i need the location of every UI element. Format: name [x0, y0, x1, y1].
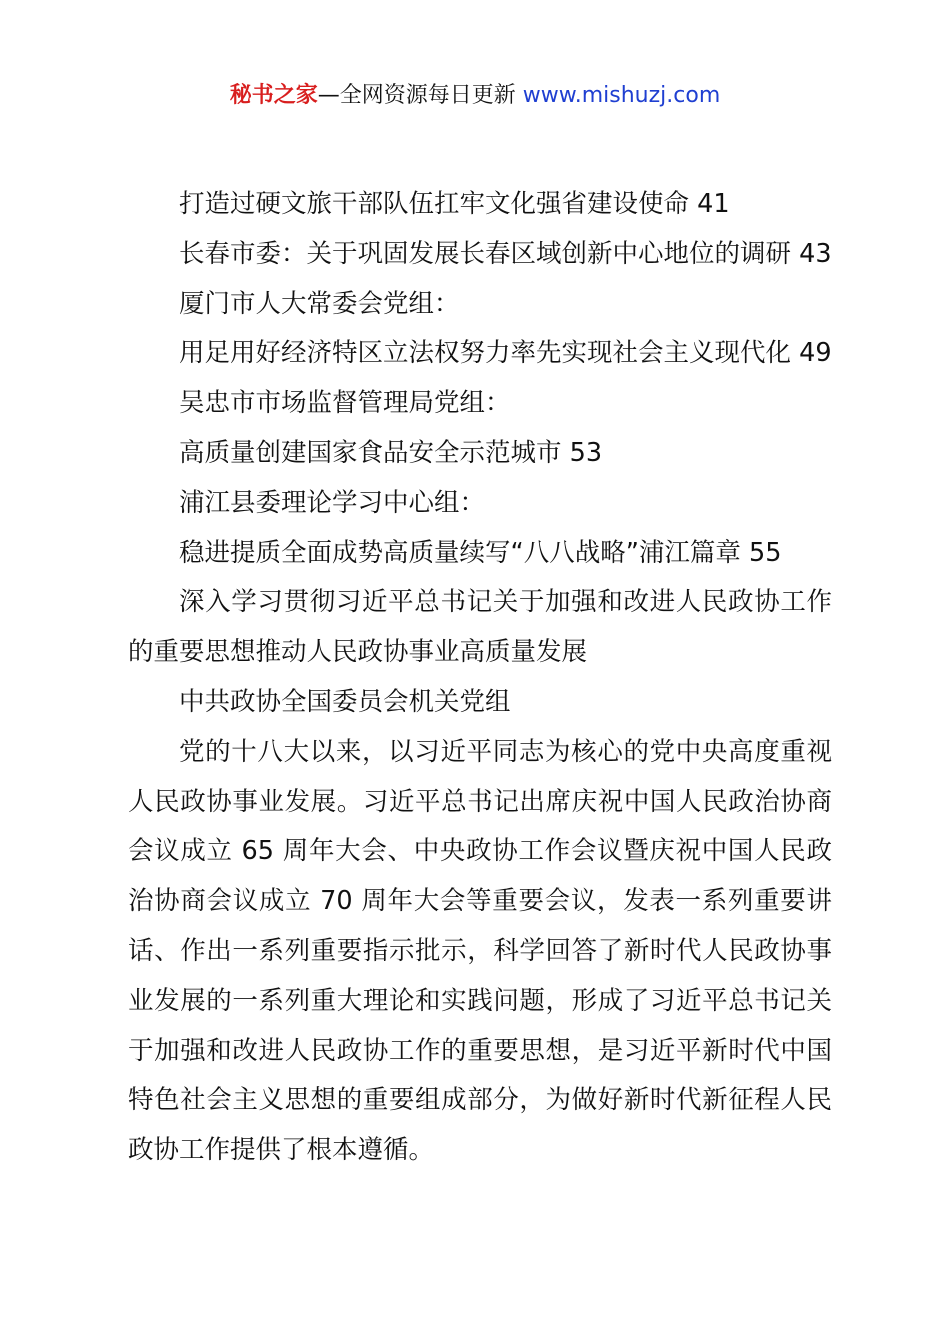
- article-title: 深入学习贯彻习近平总书记关于加强和改进人民政协工作: [179, 587, 832, 618]
- toc-entry: 用足用好经济特区立法权努力率先实现社会主义现代化 49: [179, 338, 832, 369]
- paragraph-line: 会议成立 65 周年大会、中央政协工作会议暨庆祝中国人民政: [128, 836, 832, 867]
- paragraph-line: 话、作出一系列重要指示批示，科学回答了新时代人民政协事: [128, 935, 832, 966]
- paragraph-line: 业发展的一系列重大理论和实践问题，形成了习近平总书记关: [128, 985, 832, 1016]
- site-brand: 秘书之家: [229, 83, 318, 108]
- site-tagline: —全网资源每日更新: [317, 83, 523, 108]
- paragraph-line: 特色社会主义思想的重要组成部分，为做好新时代新征程人民: [128, 1085, 832, 1116]
- toc-entry: 打造过硬文旅干部队伍扛牢文化强省建设使命 41: [179, 189, 730, 219]
- toc-entry-author: 浦江县委理论学习中心组：: [179, 487, 486, 518]
- paragraph-line: 于加强和改进人民政协工作的重要思想，是习近平新时代中国: [128, 1035, 832, 1066]
- paragraph-line: 政协工作提供了根本遵循。: [128, 1135, 435, 1166]
- paragraph-line: 治协商会议成立 70 周年大会等重要会议，发表一系列重要讲: [128, 886, 832, 917]
- toc-entry-author: 厦门市人大常委会党组：: [179, 288, 460, 319]
- toc-entry-author: 吴忠市市场监督管理局党组：: [179, 388, 511, 419]
- site-header: [0, 78, 950, 114]
- document-body: [128, 180, 832, 1176]
- toc-entry: 稳进提质全面成势高质量续写“八八战略”浦江篇章 55: [179, 537, 782, 568]
- toc-entry: 高质量创建国家食品安全示范城市 53: [179, 437, 603, 468]
- article-author: 中共政协全国委员会机关党组: [179, 686, 511, 717]
- paragraph-line: 党的十八大以来，以习近平同志为核心的党中央高度重视: [179, 736, 832, 767]
- site-url-link[interactable]: www.mishuzj.com: [522, 83, 721, 108]
- toc-entry: 长春市委：关于巩固发展长春区域创新中心地位的调研 43: [179, 238, 832, 269]
- article-title: 的重要思想推动人民政协事业高质量发展: [128, 637, 588, 668]
- paragraph-line: 人民政协事业发展。习近平总书记出席庆祝中国人民政治协商: [128, 786, 832, 817]
